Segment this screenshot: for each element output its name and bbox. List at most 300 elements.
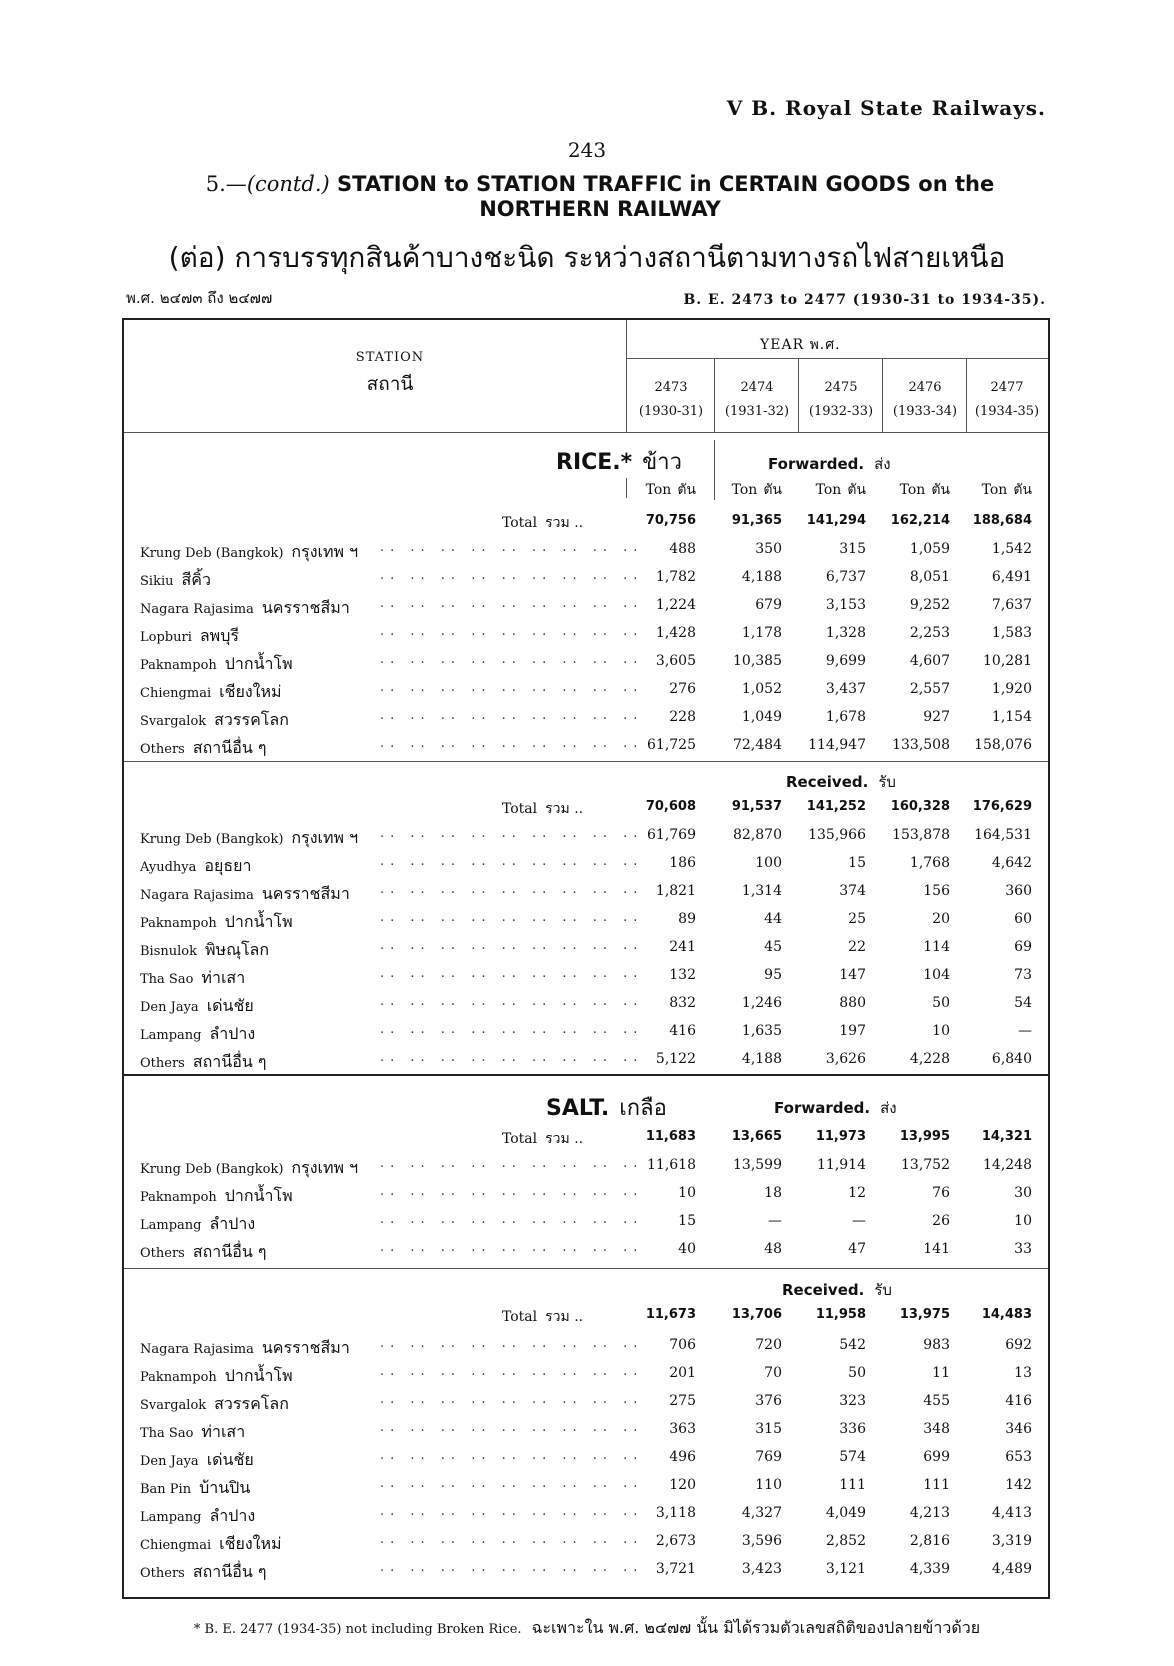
table-row [140, 1152, 1046, 1178]
year-ad: (1930-31) [638, 404, 704, 419]
station-name: Svargalok สวรรคโลก [140, 710, 289, 729]
section-rule [124, 1268, 1048, 1269]
value-2476: 50 [932, 995, 950, 1011]
value-2475: 323 [839, 1393, 866, 1409]
leader-dots: .. .. .. .. .. .. .. .. .. [380, 1476, 644, 1491]
value-2473: 2,673 [655, 1533, 696, 1549]
year-ad: (1934-35) [974, 404, 1040, 419]
value-2475: 22 [848, 939, 866, 955]
rice-received-total-row [140, 794, 1046, 820]
value-2476: 111 [923, 1477, 950, 1493]
unit-label: Ton ตัน [645, 482, 696, 498]
value-2477: 10,281 [983, 653, 1032, 669]
station-name: Den Jaya เด่นชัย [140, 1450, 254, 1469]
salt-title-en: SALT. [546, 1096, 610, 1121]
value-2474: 4,327 [741, 1505, 782, 1521]
table-row [140, 704, 1046, 730]
year-column-5 [964, 376, 1050, 424]
value-2473: 416 [669, 1023, 696, 1039]
value-2475: 111 [839, 1477, 866, 1493]
value-2475: 880 [839, 995, 866, 1011]
table-row [140, 1236, 1046, 1262]
value-2474: 95 [764, 967, 782, 983]
value-2474: 13,665 [731, 1129, 782, 1144]
value-2477: 14,321 [981, 1129, 1032, 1144]
value-2477: 73 [1014, 967, 1032, 983]
year-column-1 [628, 376, 714, 424]
value-2473: 1,782 [655, 569, 696, 585]
value-2473: 11,673 [645, 1307, 696, 1322]
total-label: Total รวม .. [502, 801, 584, 817]
value-2475: 315 [839, 541, 866, 557]
table-row [140, 1416, 1046, 1442]
value-2475: 6,737 [825, 569, 866, 585]
year-column-4 [882, 376, 968, 424]
leader-dots: .. .. .. .. .. .. .. .. .. [380, 1050, 644, 1065]
leader-dots: .. .. .. .. .. .. .. .. .. [380, 1184, 644, 1199]
value-2474: 82,870 [733, 827, 782, 843]
value-2476: 76 [932, 1185, 950, 1201]
title-contd-num: 5.— [205, 172, 247, 196]
leader-dots: .. .. .. .. .. .. .. .. .. [380, 540, 644, 555]
value-2477: 7,637 [991, 597, 1032, 613]
subtitle-english: B. E. 2473 to 2477 (1930-31 to 1934-35). [683, 292, 1046, 308]
year-column-2 [714, 376, 800, 424]
value-2476: 13,752 [901, 1157, 950, 1173]
value-2476: 983 [923, 1337, 950, 1353]
table-row [140, 1444, 1046, 1470]
footnote [0, 1616, 1174, 1641]
value-2477: 653 [1005, 1449, 1032, 1465]
value-2476: 153,878 [892, 827, 950, 843]
value-2477: 4,642 [991, 855, 1032, 871]
leader-dots: .. .. .. .. .. .. .. .. .. [380, 1504, 644, 1519]
value-2473: 1,224 [655, 597, 696, 613]
value-2474: 45 [764, 939, 782, 955]
value-2473: 10 [678, 1185, 696, 1201]
value-2477: 6,491 [991, 569, 1032, 585]
year-be: 2477 [990, 380, 1024, 395]
station-name: Lampang ลำปาง [140, 1214, 256, 1233]
value-2476: 13,975 [899, 1307, 950, 1322]
station-name: Lampang ลำปาง [140, 1024, 256, 1043]
table-row [140, 1528, 1046, 1554]
value-2476: 11 [932, 1365, 950, 1381]
station-name: Paknampoh ปากน้ำโพ [140, 912, 293, 931]
value-2473: 15 [678, 1213, 696, 1229]
title-thai: (ต่อ) การบรรทุกสินค้าบางชะนิด ระหว่างสถานีตามทางรถไฟสายเหนือ [168, 241, 1006, 274]
subtitle-thai: พ.ศ. ๒๔๗๓ ถึง ๒๔๗๗ [126, 289, 273, 307]
table-row [140, 1332, 1046, 1358]
value-2473: 275 [669, 1393, 696, 1409]
table-row [140, 732, 1046, 758]
total-label: Total รวม .. [502, 1309, 584, 1325]
salt-title-th: เกลือ [619, 1096, 667, 1121]
value-2473: 228 [669, 709, 696, 725]
value-2475: 25 [848, 911, 866, 927]
rice-section-title [556, 444, 682, 479]
table-row [140, 536, 1046, 562]
value-2475: 50 [848, 1365, 866, 1381]
table-row [140, 1046, 1046, 1072]
value-2473: 120 [669, 1477, 696, 1493]
value-2475: 15 [848, 855, 866, 871]
station-name: Chiengmai เชียงใหม่ [140, 1534, 282, 1553]
value-2475: 12 [848, 1185, 866, 1201]
value-2476: 348 [923, 1421, 950, 1437]
station-name: Tha Sao ท่าเสา [140, 968, 246, 987]
value-2477: 10 [1014, 1213, 1032, 1229]
rice-forwarded-total-row [140, 508, 1046, 534]
value-2476: 13,995 [899, 1129, 950, 1144]
value-2477: 1,920 [991, 681, 1032, 697]
leader-dots: .. .. .. .. .. .. .. .. .. [380, 1392, 644, 1407]
value-2473: 201 [669, 1365, 696, 1381]
table-row [140, 1388, 1046, 1414]
value-2477: 14,483 [981, 1307, 1032, 1322]
value-2474: — [768, 1213, 782, 1229]
value-2475: 135,966 [808, 827, 866, 843]
year-header-th: พ.ศ. [809, 337, 841, 353]
value-2473: 241 [669, 939, 696, 955]
year-column-3 [798, 376, 884, 424]
year-header-rule [626, 358, 1048, 359]
station-name: Others สถานีอื่น ๆ [140, 738, 267, 757]
station-name: Ban Pin บ้านปิน [140, 1478, 251, 1497]
salt-forwarded-label: Forwarded. ส่ง [774, 1099, 897, 1117]
value-2474: 3,596 [741, 1533, 782, 1549]
value-2477: — [1018, 1023, 1032, 1039]
value-2473: 3,118 [655, 1505, 696, 1521]
station-name: Lampang ลำปาง [140, 1506, 256, 1525]
value-2474: 679 [755, 597, 782, 613]
rice-received-label: Received. รับ [786, 773, 896, 791]
value-2476: 1,768 [909, 855, 950, 871]
value-2477: 14,248 [983, 1157, 1032, 1173]
leader-dots: .. .. .. .. .. .. .. .. .. [380, 624, 644, 639]
table-row [140, 1472, 1046, 1498]
table-row [140, 1500, 1046, 1526]
unit-label: Ton ตัน [981, 482, 1032, 498]
value-2475: 542 [839, 1337, 866, 1353]
salt-forwarded-total-row [140, 1124, 1046, 1150]
year-be: 2473 [654, 380, 688, 395]
section-rule [124, 761, 1048, 762]
salt-received-label: Received. รับ [782, 1281, 892, 1299]
value-2476: 162,214 [890, 513, 950, 528]
value-2473: 496 [669, 1449, 696, 1465]
leader-dots: .. .. .. .. .. .. .. .. .. [380, 994, 644, 1009]
value-2474: 1,052 [741, 681, 782, 697]
value-2477: 164,531 [974, 827, 1032, 843]
unit-label: Ton ตัน [815, 482, 866, 498]
value-2474: 315 [755, 1421, 782, 1437]
value-2477: 692 [1005, 1337, 1032, 1353]
value-2475: 1,328 [825, 625, 866, 641]
value-2475: 141,294 [806, 513, 866, 528]
value-2473: 1,428 [655, 625, 696, 641]
table-row [140, 1208, 1046, 1234]
leader-dots: .. .. .. .. .. .. .. .. .. [380, 652, 644, 667]
value-2475: 9,699 [825, 653, 866, 669]
value-2474: 70 [764, 1365, 782, 1381]
year-ad: (1932-33) [808, 404, 874, 419]
value-2474: 110 [755, 1477, 782, 1493]
value-2476: 20 [932, 911, 950, 927]
leader-dots: .. .. .. .. .. .. .. .. .. [380, 826, 644, 841]
value-2474: 44 [764, 911, 782, 927]
header-divider [626, 320, 627, 432]
value-2477: 346 [1005, 1421, 1032, 1437]
station-name: Ayudhya อยุธยา [140, 856, 252, 875]
value-2476: 8,051 [909, 569, 950, 585]
value-2477: 13 [1014, 1365, 1032, 1381]
table-row [140, 822, 1046, 848]
value-2474: 1,178 [741, 625, 782, 641]
rice-forwarded-label [768, 452, 891, 476]
value-2473: 61,725 [647, 737, 696, 753]
year-be: 2475 [824, 380, 858, 395]
leader-dots: .. .. .. .. .. .. .. .. .. [380, 854, 644, 869]
leader-dots: .. .. .. .. .. .. .. .. .. [380, 1532, 644, 1547]
value-2475: 3,437 [825, 681, 866, 697]
value-2473: 276 [669, 681, 696, 697]
leader-dots: .. .. .. .. .. .. .. .. .. [380, 596, 644, 611]
value-2477: 188,684 [972, 513, 1032, 528]
value-2474: 376 [755, 1393, 782, 1409]
value-2477: 360 [1005, 883, 1032, 899]
value-2473: 5,122 [655, 1051, 696, 1067]
value-2475: 141,252 [806, 799, 866, 814]
leader-dots: .. .. .. .. .. .. .. .. .. [380, 708, 644, 723]
total-label: Total รวม .. [502, 515, 584, 531]
year-header [760, 334, 841, 356]
value-2473: 3,721 [655, 1561, 696, 1577]
value-2475: 3,121 [825, 1561, 866, 1577]
value-2474: 91,365 [731, 513, 782, 528]
value-2474: 13,599 [733, 1157, 782, 1173]
value-2475: — [852, 1213, 866, 1229]
value-2477: 33 [1014, 1241, 1032, 1257]
leader-dots: .. .. .. .. .. .. .. .. .. [380, 966, 644, 981]
header-bottom-rule [124, 432, 1048, 433]
value-2476: 156 [923, 883, 950, 899]
value-2473: 832 [669, 995, 696, 1011]
value-2474: 1,314 [741, 883, 782, 899]
value-2473: 11,683 [645, 1129, 696, 1144]
value-2477: 1,583 [991, 625, 1032, 641]
table-row [140, 564, 1046, 590]
value-2474: 91,537 [731, 799, 782, 814]
value-2476: 4,228 [909, 1051, 950, 1067]
value-2474: 4,188 [741, 1051, 782, 1067]
value-2476: 160,328 [890, 799, 950, 814]
value-2476: 26 [932, 1213, 950, 1229]
label-en: Forwarded. [768, 455, 865, 473]
station-name: Krung Deb (Bangkok) กรุงเทพ ฯ [140, 542, 359, 561]
value-2476: 104 [923, 967, 950, 983]
station-name: Paknampoh ปากน้ำโพ [140, 1186, 293, 1205]
title-english [180, 172, 1020, 222]
station-name: Bisnulok พิษณุโลก [140, 940, 270, 959]
value-2473: 1,821 [655, 883, 696, 899]
leader-dots: .. .. .. .. .. .. .. .. .. [380, 568, 644, 583]
value-2474: 350 [755, 541, 782, 557]
value-2476: 1,059 [909, 541, 950, 557]
unit-label: Ton ตัน [899, 482, 950, 498]
value-2477: 142 [1005, 1477, 1032, 1493]
leader-dots: .. .. .. .. .. .. .. .. .. [380, 1212, 644, 1227]
value-2475: 11,973 [815, 1129, 866, 1144]
station-name: Den Jaya เด่นชัย [140, 996, 254, 1015]
leader-dots: .. .. .. .. .. .. .. .. .. [380, 1240, 644, 1255]
value-2477: 3,319 [991, 1533, 1032, 1549]
value-2474: 18 [764, 1185, 782, 1201]
unit-label: Ton ตัน [731, 482, 782, 498]
table-row [140, 620, 1046, 646]
leader-dots: .. .. .. .. .. .. .. .. .. [380, 938, 644, 953]
value-2475: 4,049 [825, 1505, 866, 1521]
station-name: Others สถานีอื่น ๆ [140, 1242, 267, 1261]
value-2473: 186 [669, 855, 696, 871]
station-name: Lopburi ลพบุรี [140, 626, 239, 645]
year-header-en: YEAR [760, 337, 805, 353]
value-2474: 72,484 [733, 737, 782, 753]
leader-dots: .. .. .. .. .. .. .. .. .. [380, 1156, 644, 1171]
value-2476: 4,339 [909, 1561, 950, 1577]
value-2475: 1,678 [825, 709, 866, 725]
value-2473: 706 [669, 1337, 696, 1353]
value-2476: 699 [923, 1449, 950, 1465]
year-be: 2474 [740, 380, 774, 395]
value-2473: 70,608 [645, 799, 696, 814]
value-2477: 4,489 [991, 1561, 1032, 1577]
value-2477: 158,076 [974, 737, 1032, 753]
value-2474: 1,049 [741, 709, 782, 725]
leader-dots: .. .. .. .. .. .. .. .. .. [380, 1022, 644, 1037]
value-2473: 70,756 [645, 513, 696, 528]
value-2476: 4,607 [909, 653, 950, 669]
leader-dots: .. .. .. .. .. .. .. .. .. [380, 736, 644, 751]
value-2477: 69 [1014, 939, 1032, 955]
table-row [140, 934, 1046, 960]
rice-title-th: ข้าว [642, 450, 682, 475]
value-2475: 574 [839, 1449, 866, 1465]
total-label: Total รวม .. [502, 1131, 584, 1147]
station-header-th: สถานี [366, 373, 414, 395]
page-number: 243 [567, 138, 607, 162]
leader-dots: .. .. .. .. .. .. .. .. .. [380, 1560, 644, 1575]
footnote-th: ฉะเพาะใน พ.ศ. ๒๔๗๗ นั้น มิได้รวมตัวเลขสถิติของปลายข้าวด้วย [531, 1618, 981, 1637]
station-name: Paknampoh ปากน้ำโพ [140, 1366, 293, 1385]
value-2474: 1,635 [741, 1023, 782, 1039]
value-2477: 54 [1014, 995, 1032, 1011]
value-2476: 9,252 [909, 597, 950, 613]
value-2476: 2,253 [909, 625, 950, 641]
value-2475: 197 [839, 1023, 866, 1039]
table-row [140, 850, 1046, 876]
value-2474: 48 [764, 1241, 782, 1257]
title-english-text: STATION to STATION TRAFFIC in CERTAIN GOODS on the NORTHERN RAILWAY [337, 172, 995, 221]
label-th: ส่ง [874, 455, 891, 473]
leader-dots: .. .. .. .. .. .. .. .. .. [380, 1448, 644, 1463]
value-2474: 100 [755, 855, 782, 871]
value-2473: 488 [669, 541, 696, 557]
value-2474: 3,423 [741, 1561, 782, 1577]
value-2475: 11,914 [817, 1157, 866, 1173]
value-2474: 10,385 [733, 653, 782, 669]
table-row [140, 906, 1046, 932]
value-2477: 1,542 [991, 541, 1032, 557]
station-name: Krung Deb (Bangkok) กรุงเทพ ฯ [140, 1158, 359, 1177]
table-row [140, 1180, 1046, 1206]
value-2475: 374 [839, 883, 866, 899]
value-2475: 3,626 [825, 1051, 866, 1067]
year-ad: (1933-34) [892, 404, 958, 419]
title-contd-text: (contd.) [246, 172, 330, 196]
value-2474: 769 [755, 1449, 782, 1465]
year-ad: (1931-32) [724, 404, 790, 419]
value-2477: 1,154 [991, 709, 1032, 725]
station-name: Krung Deb (Bangkok) กรุงเทพ ฯ [140, 828, 359, 847]
station-column-header [330, 350, 450, 399]
salt-section-title [546, 1090, 667, 1125]
value-2475: 147 [839, 967, 866, 983]
value-2473: 61,769 [647, 827, 696, 843]
footnote-en: * B. E. 2477 (1934-35) not including Broken Rice. [193, 1622, 522, 1637]
station-name: Nagara Rajasima นครราชสีมา [140, 884, 350, 903]
station-name: Nagara Rajasima นครราชสีมา [140, 598, 350, 617]
table-row [140, 878, 1046, 904]
value-2476: 4,213 [909, 1505, 950, 1521]
value-2477: 4,413 [991, 1505, 1032, 1521]
value-2474: 720 [755, 1337, 782, 1353]
table-row [140, 990, 1046, 1016]
station-name: Sikiu สีคิ้ว [140, 570, 211, 589]
value-2476: 927 [923, 709, 950, 725]
leader-dots: .. .. .. .. .. .. .. .. .. [380, 910, 644, 925]
value-2476: 455 [923, 1393, 950, 1409]
value-2475: 11,958 [815, 1307, 866, 1322]
value-2473: 132 [669, 967, 696, 983]
value-2477: 416 [1005, 1393, 1032, 1409]
title-contd [206, 172, 330, 196]
value-2475: 336 [839, 1421, 866, 1437]
table-row [140, 1360, 1046, 1386]
station-name: Nagara Rajasima นครราชสีมา [140, 1338, 350, 1357]
table-row [140, 592, 1046, 618]
value-2476: 2,816 [909, 1533, 950, 1549]
value-2477: 6,840 [991, 1051, 1032, 1067]
value-2475: 47 [848, 1241, 866, 1257]
year-be: 2476 [908, 380, 942, 395]
section-header: V B. Royal State Railways. [726, 96, 1046, 120]
value-2473: 363 [669, 1421, 696, 1437]
salt-received-total-row [140, 1302, 1046, 1328]
table-row [140, 648, 1046, 674]
value-2473: 40 [678, 1241, 696, 1257]
value-2477: 60 [1014, 911, 1032, 927]
value-2476: 141 [923, 1241, 950, 1257]
value-2473: 3,605 [655, 653, 696, 669]
value-2476: 2,557 [909, 681, 950, 697]
value-2474: 4,188 [741, 569, 782, 585]
station-name: Paknampoh ปากน้ำโพ [140, 654, 293, 673]
rice-title-en: RICE.* [556, 450, 633, 475]
value-2476: 114 [923, 939, 950, 955]
table-row [140, 1018, 1046, 1044]
station-name: Chiengmai เชียงใหม่ [140, 682, 282, 701]
